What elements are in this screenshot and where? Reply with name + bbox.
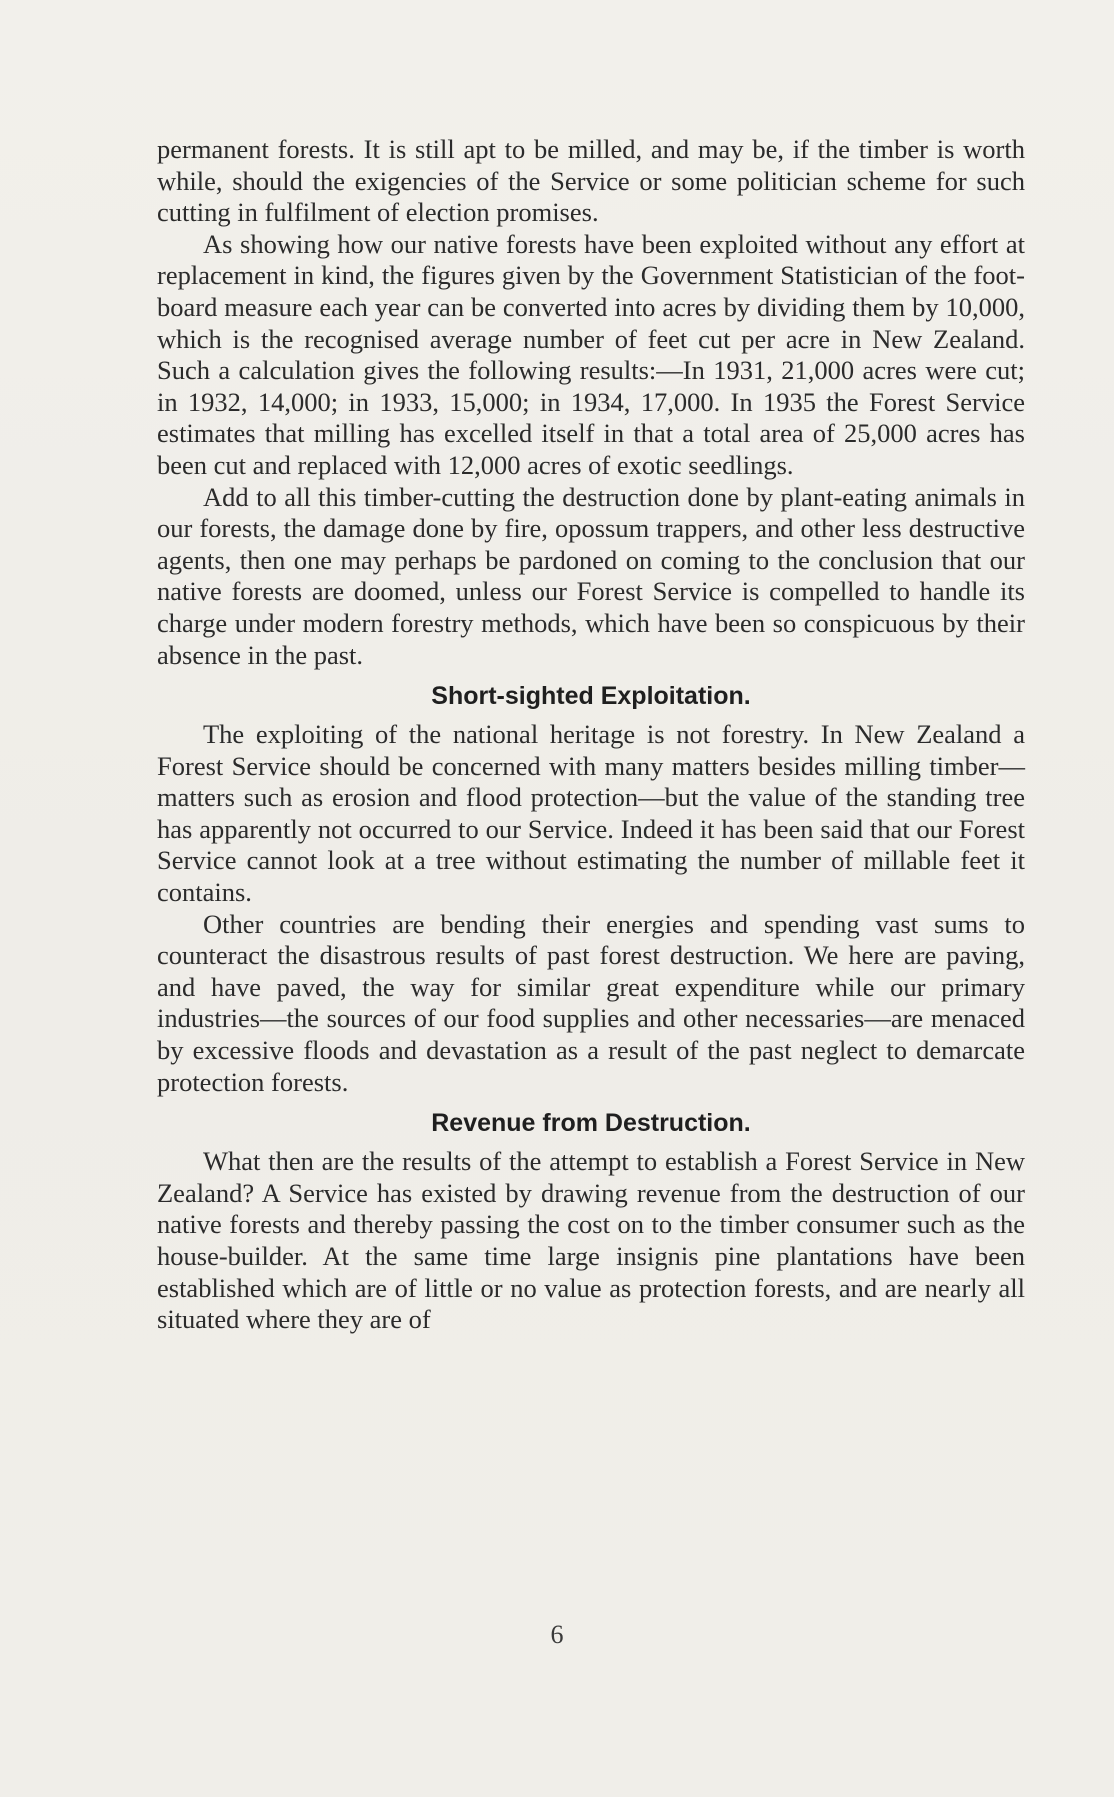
paragraph: Other countries are bending their energies and spending vast sums to counteract the disastrous results of past forest destruction. We here are paving, and have paved, the way for similar great expenditure while our primary industries—the sources of our food supplies and other necessaries—are menaced by excessive floods and devastation as a result of the past neglect to demarcate protection forests. — [157, 908, 1025, 1097]
section-heading: Revenue from Destruction. — [431, 1109, 751, 1138]
paragraph: What then are the results of the attempt to establish a Forest Service in New Zealand? A Service has existed by drawing revenue from the destruction of our native forests and thereby passing the cost on to the timber consumer such as the house-builder. At the same time large insignis pine plantations have been established which are of little or no value as protection forests, and are nearly all situated where they are of — [157, 1146, 1025, 1335]
paragraph: As showing how our native forests have been exploited without any effort at replacement in kind, the figures given by the Government Statistician of the foot-board measure each year can be converted into acres by dividing them by 10,000, which is the recognised average number of feet cut per acre in New Zealand. Such a calculation gives the following results:—In 1931, 21,000 acres were cut; in 1932, 14,000; in 1933, 15,000; in 1934, 17,000. In 1935 the Forest Service estimates that milling has excelled itself in that a total area of 25,000 acres has been cut and replaced with 12,000 acres of exotic seedlings. — [157, 228, 1025, 480]
paragraph-continuation: permanent forests. It is still apt to be milled, and may be, if the timber is worth while, should the exigencies of the Service or some politician scheme for such cutting in fulfilment of election promises. — [157, 134, 1025, 228]
paragraph: Add to all this timber-cutting the destruction done by plant-eating animals in our forests, the damage done by fire, opossum trappers, and other less destructive agents, then one may perhaps be pardoned on coming to the conclusion that our native forests are doomed, unless our Forest Service is compelled to handle its charge under modern forestry methods, which have been so conspicuous by their absence in the past. — [157, 481, 1025, 670]
section-heading: Short-sighted Exploitation. — [431, 682, 751, 711]
page-number: 6 — [550, 1620, 564, 1649]
paragraph: The exploiting of the national heritage is not forestry. In New Zealand a Forest Service should be concerned with many matters besides milling timber—matters such as erosion and flood protection—but the value of the standing tree has apparently not occurred to our Service. Indeed it has been said that our Forest Service cannot look at a tree without estimating the number of millable feet it contains. — [157, 719, 1025, 908]
body-text — [157, 134, 1025, 1336]
